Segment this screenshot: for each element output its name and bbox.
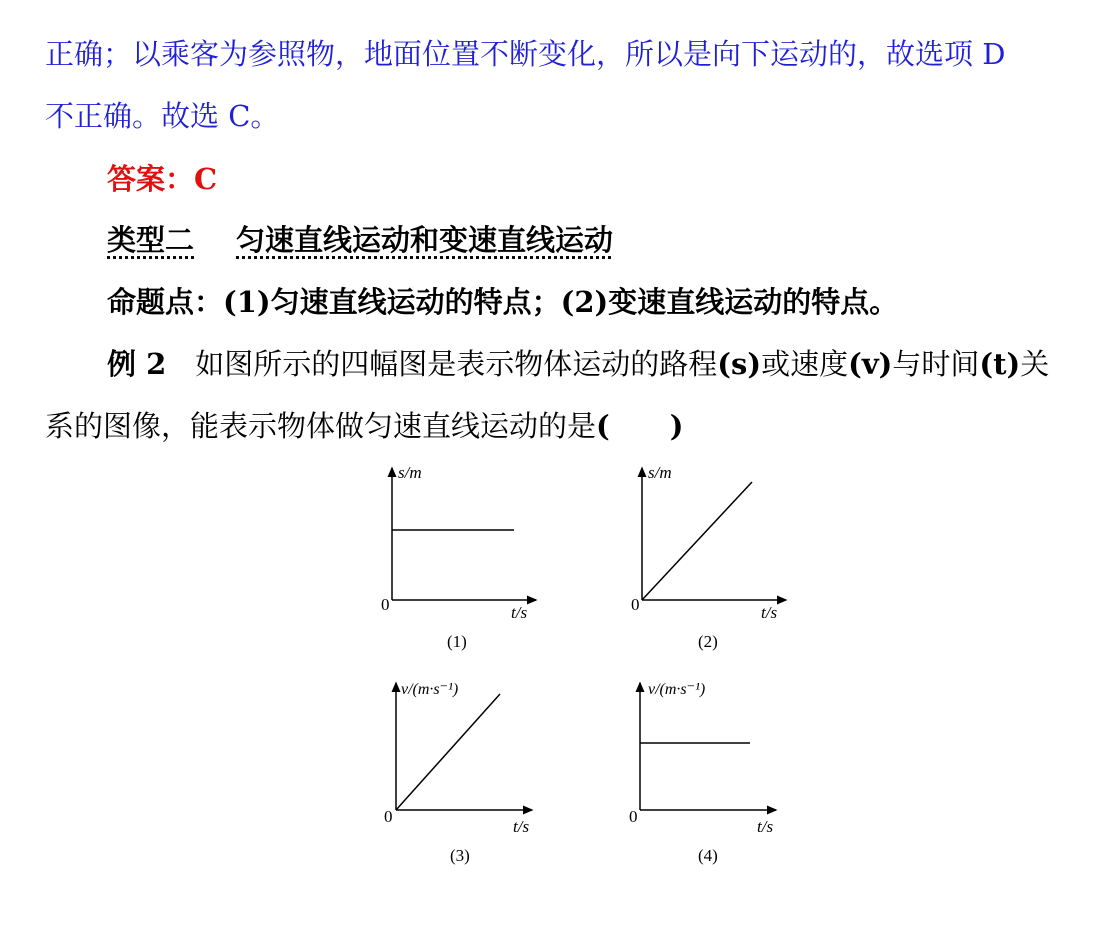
graph-2-origin: 0	[631, 595, 640, 614]
graph-2-line	[642, 482, 752, 600]
explanation-line-1: 正确；以乘客为参照物，地面位置不断变化，所以是向下运动的，故选项 D	[45, 37, 1006, 71]
graph-3-origin: 0	[384, 807, 393, 826]
graph-1-origin: 0	[381, 595, 390, 614]
example-s: (s)	[717, 347, 762, 381]
example-t: (t)	[979, 347, 1021, 381]
graph-4	[629, 681, 776, 865]
answer-paren-open: (	[596, 409, 610, 443]
explanation-line-2: 不正确。故选 C。	[45, 99, 280, 133]
proposition-part2: (2)	[560, 285, 609, 319]
graph-1-caption: (1)	[447, 632, 467, 651]
example-v: (v)	[848, 347, 893, 381]
proposition-part1: (1)	[223, 285, 271, 319]
graph-3	[384, 681, 532, 865]
graph-2-caption: (2)	[698, 632, 718, 651]
proposition-text1: 匀速直线运动的特点；	[270, 285, 561, 319]
graph-3-xlabel: t/s	[513, 817, 530, 836]
proposition-text2: 变速直线运动的特点。	[608, 285, 899, 319]
graph-2	[631, 463, 786, 651]
answer-paren-close: )	[669, 409, 684, 443]
section-title: 匀速直线运动和变速直线运动	[236, 223, 614, 257]
graph-3-ylabel: v/(m·s⁻¹)	[401, 681, 459, 698]
example-text-d: 关	[1020, 347, 1050, 381]
graph-3-caption: (3)	[450, 846, 470, 865]
example-label: 例 2	[107, 347, 167, 381]
example-text-c: 与时间	[892, 347, 980, 381]
graph-4-origin: 0	[629, 807, 638, 826]
example-text-a: 如图所示的四幅图是表示物体运动的路程	[195, 347, 718, 381]
example-text-line2: 系的图像，能表示物体做匀速直线运动的是	[45, 409, 597, 443]
answer-value: C	[194, 162, 218, 196]
section-type: 类型二	[107, 223, 195, 257]
graph-1-ylabel: s/m	[398, 463, 422, 482]
graph-4-xlabel: t/s	[757, 817, 774, 836]
graph-2-ylabel: s/m	[648, 463, 672, 482]
graph-3-line	[396, 694, 500, 810]
answer-label: 答案：	[107, 162, 195, 196]
graph-1-xlabel: t/s	[511, 603, 528, 622]
graph-1	[381, 463, 536, 651]
graph-2-xlabel: t/s	[761, 603, 778, 622]
graph-4-caption: (4)	[698, 846, 718, 865]
proposition-label: 命题点：	[107, 285, 224, 319]
graph-4-ylabel: v/(m·s⁻¹)	[648, 681, 706, 698]
example-text-b: 或速度	[761, 347, 849, 381]
